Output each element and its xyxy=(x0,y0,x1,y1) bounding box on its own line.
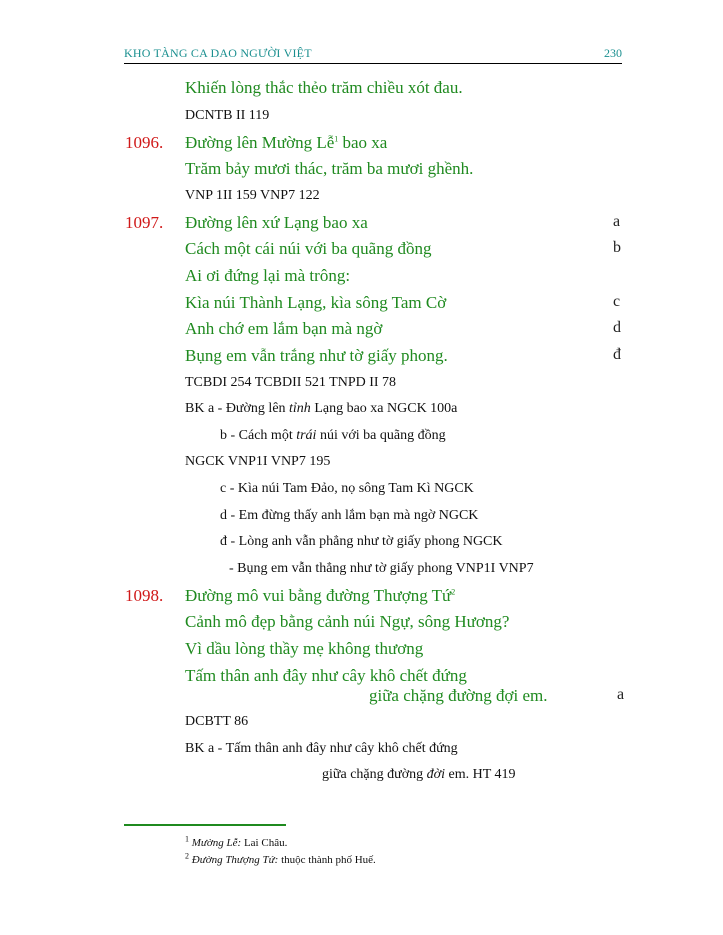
variant-marker: c xyxy=(613,293,621,310)
footnote: $^2$ Đường Thượng Tứ: thuộc thành phố Huế. xyxy=(185,851,376,866)
running-header xyxy=(124,43,622,64)
footnote-marker: 1 xyxy=(334,134,339,144)
verse-line: Bụng em vẫn trắng như tờ giấy phong. xyxy=(185,346,448,365)
verse-line: Cảnh mô đẹp bằng cảnh núi Ngự, sông Hương? xyxy=(185,612,510,631)
variant-line: đ - Lòng anh vẫn phẳng như tờ giấy phong NGCK xyxy=(220,534,503,549)
verse-line: Ai ơi đứng lại mà trông: xyxy=(185,266,351,285)
variant-line: BK a - Tấm thân anh đây như cây khô chết đứng xyxy=(185,741,458,756)
variant-marker: a xyxy=(617,686,625,703)
variant-line: - Bụng em vẫn thẳng như tờ giấy phong VNP1I VNP7 xyxy=(229,561,534,576)
poem-number: 1097. xyxy=(125,213,164,232)
source-reference: TCBDI 254 TCBDII 521 TNPD II 78 xyxy=(185,375,397,390)
footnote-marker: 2 xyxy=(451,587,456,597)
verse-line: Khiến lòng thắc thẻo trăm chiều xót đau. xyxy=(185,78,463,97)
footnote: $^1$ Mường Lễ: Lai Châu. xyxy=(185,834,288,849)
poem-number: 1096. xyxy=(125,133,164,152)
variant-marker: d xyxy=(613,319,621,336)
verse-line: Anh chớ em lắm bạn mà ngờ xyxy=(185,319,383,338)
variant-marker: đ xyxy=(613,346,621,363)
verse-line: Đường lên Mường Lễ$^1$ bao xa xyxy=(185,133,388,152)
source-reference: VNP 1II 159 VNP7 122 xyxy=(185,188,320,203)
source-reference: NGCK VNP1I VNP7 195 xyxy=(185,454,331,469)
verse-line: Đường lên xứ Lạng bao xa xyxy=(185,213,368,232)
source-reference: DCBTT 86 xyxy=(185,714,249,729)
variant-marker: b xyxy=(613,239,621,256)
verse-line: Trăm bảy mươi thác, trăm ba mươi ghềnh. xyxy=(185,159,474,178)
footnote-divider xyxy=(124,824,286,826)
variant-line: BK a - Đường lên tỉnh Lạng bao xa NGCK 100a xyxy=(185,401,458,416)
poem-number: 1098. xyxy=(125,586,164,605)
verse-line: Kìa núi Thành Lạng, kìa sông Tam Cờ xyxy=(185,293,447,312)
variant-line: b - Cách một trái núi với ba quãng đồng xyxy=(220,428,446,443)
verse-line: Cách một cái núi với ba quãng đồng xyxy=(185,239,432,258)
variant-line: d - Em đừng thấy anh lắm bạn mà ngờ NGCK xyxy=(220,508,479,523)
page-number: 230 xyxy=(604,46,622,60)
verse-line: Tấm thân anh đây như cây khô chết đứng xyxy=(185,666,467,685)
verse-line: Đường mô vui bằng đường Thượng Tứ$^2$ xyxy=(185,586,456,605)
source-reference: DCNTB II 119 xyxy=(185,108,270,123)
variant-marker: a xyxy=(613,213,621,230)
verse-line: Vì dầu lòng thầy mẹ không thương xyxy=(185,639,424,658)
verse-line: giữa chặng đường đợi em. xyxy=(369,686,548,705)
variant-line: giữa chặng đường đời em. HT 419 xyxy=(322,767,516,782)
book-title: KHO TÀNG CA DAO NGƯỜI VIỆT xyxy=(124,46,312,60)
variant-line: c - Kìa núi Tam Đảo, nọ sông Tam Kì NGCK xyxy=(220,481,474,496)
